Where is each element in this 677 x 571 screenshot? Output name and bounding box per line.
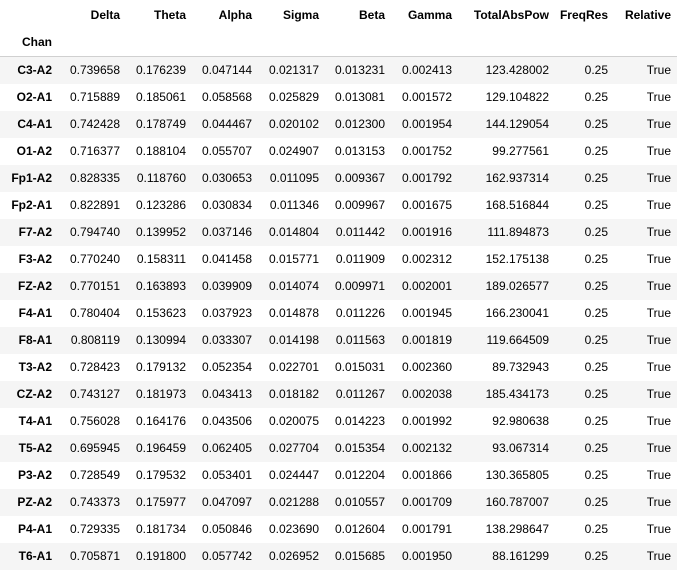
- table-cell: 0.001992: [401, 414, 452, 428]
- row-index-label: T4-A1: [18, 414, 52, 428]
- table-row: [0, 462, 677, 489]
- row-index-label: T5-A2: [18, 441, 52, 455]
- table-cell: 0.743373: [69, 495, 120, 509]
- table-cell: True: [646, 252, 671, 266]
- table-row: [0, 327, 677, 354]
- table-cell: 0.705871: [69, 549, 120, 563]
- table-cell: 0.025829: [268, 90, 319, 104]
- table-cell: 138.298647: [485, 522, 549, 536]
- table-cell: 0.139952: [135, 225, 186, 239]
- table-cell: 0.770240: [69, 252, 120, 266]
- table-cell: 0.25: [584, 279, 608, 293]
- table-cell: 0.002360: [401, 360, 452, 374]
- table-cell: 0.037146: [201, 225, 252, 239]
- table-cell: 0.25: [584, 63, 608, 77]
- table-cell: 0.25: [584, 495, 608, 509]
- table-cell: 0.728549: [69, 468, 120, 482]
- table-cell: 0.014223: [334, 414, 385, 428]
- table-cell: 0.057742: [201, 549, 252, 563]
- table-cell: 0.185061: [135, 90, 186, 104]
- table-cell: 0.001791: [401, 522, 452, 536]
- table-cell: 0.716377: [69, 144, 120, 158]
- table-cell: 162.937314: [485, 171, 549, 185]
- row-index-label: CZ-A2: [16, 387, 52, 401]
- table-cell: 0.25: [584, 387, 608, 401]
- table-cell: 0.164176: [135, 414, 186, 428]
- table-cell: 0.012604: [334, 522, 385, 536]
- table-cell: 0.015771: [268, 252, 319, 266]
- table-row: [0, 246, 677, 273]
- table-cell: 0.770151: [69, 279, 120, 293]
- empty-header-cell: [258, 29, 325, 57]
- table-cell: True: [646, 225, 671, 239]
- empty-header-cell: [614, 29, 677, 57]
- table-cell: True: [646, 549, 671, 563]
- table-cell: 0.022701: [268, 360, 319, 374]
- row-index-label: T6-A1: [18, 549, 52, 563]
- table-cell: 0.123286: [135, 198, 186, 212]
- table-cell: 0.25: [584, 414, 608, 428]
- table-cell: 0.014804: [268, 225, 319, 239]
- table-cell: True: [646, 279, 671, 293]
- table-cell: True: [646, 90, 671, 104]
- table-cell: 0.011095: [269, 171, 319, 185]
- table-cell: 0.053401: [201, 468, 252, 482]
- table-row: [0, 111, 677, 138]
- row-index-label: P4-A1: [17, 522, 52, 536]
- table-cell: 0.037923: [201, 306, 252, 320]
- table-cell: 93.067314: [492, 441, 549, 455]
- table-cell: 88.161299: [492, 549, 549, 563]
- table-cell: 0.163893: [135, 279, 186, 293]
- table-cell: 0.047097: [201, 495, 252, 509]
- table-cell: 152.175138: [485, 252, 549, 266]
- table-cell: 0.728423: [69, 360, 120, 374]
- table-cell: 0.001819: [401, 333, 452, 347]
- empty-header-cell: [555, 29, 614, 57]
- table-cell: 0.009967: [334, 198, 385, 212]
- table-cell: 0.047144: [201, 63, 252, 77]
- table-cell: 166.230041: [485, 306, 549, 320]
- table-cell: 0.012300: [334, 117, 385, 131]
- table-cell: 0.009971: [334, 279, 385, 293]
- column-header: TotalAbsPow: [473, 8, 549, 22]
- table-cell: 189.026577: [485, 279, 549, 293]
- table-cell: True: [646, 360, 671, 374]
- table-row: [0, 381, 677, 408]
- table-cell: 0.021317: [268, 63, 319, 77]
- empty-header-cell: [325, 29, 391, 57]
- table-cell: 0.794740: [69, 225, 120, 239]
- row-index-label: T3-A2: [18, 360, 52, 374]
- index-header-row: [0, 29, 677, 57]
- table-cell: True: [646, 63, 671, 77]
- table-row: [0, 516, 677, 543]
- table-cell: 0.011267: [335, 387, 385, 401]
- table-cell: 0.002132: [401, 441, 452, 455]
- table-cell: 0.729335: [69, 522, 120, 536]
- table-cell: 0.001572: [401, 90, 452, 104]
- table-cell: 0.050846: [201, 522, 252, 536]
- column-header: Delta: [90, 8, 120, 22]
- table-cell: 0.014198: [268, 333, 319, 347]
- table-cell: 0.013081: [334, 90, 385, 104]
- table-cell: 119.664509: [486, 333, 549, 347]
- table-body: [0, 57, 677, 571]
- table-cell: 0.009367: [334, 171, 385, 185]
- table-cell: 0.027704: [268, 441, 319, 455]
- table-cell: 0.179532: [135, 468, 186, 482]
- table-cell: 0.25: [584, 171, 608, 185]
- table-cell: 0.011346: [269, 198, 319, 212]
- table-cell: 0.25: [584, 522, 608, 536]
- table-cell: True: [646, 117, 671, 131]
- table-cell: 185.434173: [485, 387, 549, 401]
- table-row: [0, 408, 677, 435]
- table-cell: 0.013153: [334, 144, 385, 158]
- table-cell: 92.980638: [492, 414, 549, 428]
- table-cell: 0.030653: [201, 171, 252, 185]
- column-header: Theta: [153, 8, 186, 22]
- row-index-label: F8-A1: [18, 333, 52, 347]
- table-cell: 0.011563: [335, 333, 385, 347]
- table-cell: 0.25: [584, 549, 608, 563]
- table-cell: 0.001709: [401, 495, 452, 509]
- table-cell: 0.175977: [135, 495, 186, 509]
- table-cell: 0.188104: [135, 144, 186, 158]
- table-row: [0, 543, 677, 570]
- table-cell: 0.020075: [268, 414, 319, 428]
- empty-header-cell: [391, 29, 458, 57]
- row-index-label: F7-A2: [18, 225, 52, 239]
- table-cell: 0.044467: [201, 117, 252, 131]
- column-header: Relative: [624, 8, 671, 22]
- row-index-label: FZ-A2: [18, 279, 52, 293]
- table-cell: 0.030834: [201, 198, 252, 212]
- table-cell: 0.191800: [135, 549, 186, 563]
- table-cell: 0.742428: [69, 117, 120, 131]
- table-cell: 0.179132: [135, 360, 186, 374]
- table-cell: 123.428002: [485, 63, 549, 77]
- table-cell: True: [646, 333, 671, 347]
- table-cell: True: [646, 414, 671, 428]
- table-cell: 144.129054: [485, 117, 549, 131]
- table-cell: 0.018182: [268, 387, 319, 401]
- table-cell: 0.25: [584, 198, 608, 212]
- table-cell: 0.010557: [334, 495, 385, 509]
- table-cell: 0.015354: [334, 441, 385, 455]
- table-cell: 0.25: [584, 333, 608, 347]
- row-index-label: C3-A2: [17, 63, 52, 77]
- table-cell: True: [646, 522, 671, 536]
- table-row: [0, 435, 677, 462]
- table-cell: 0.822891: [69, 198, 120, 212]
- table-cell: 0.015685: [334, 549, 385, 563]
- table-cell: 99.277561: [492, 144, 549, 158]
- table-cell: 0.130994: [135, 333, 186, 347]
- table-cell: 0.052354: [201, 360, 252, 374]
- table-cell: 168.516844: [485, 198, 549, 212]
- table-row: [0, 138, 677, 165]
- table-row: [0, 219, 677, 246]
- table-cell: 0.011909: [335, 252, 385, 266]
- row-index-label: O1-A2: [16, 144, 52, 158]
- table-cell: 0.062405: [201, 441, 252, 455]
- table-cell: 0.176239: [135, 63, 186, 77]
- table-cell: 0.756028: [69, 414, 120, 428]
- table-cell: 0.055707: [201, 144, 252, 158]
- table-cell: 0.001954: [401, 117, 452, 131]
- table-cell: 0.828335: [69, 171, 120, 185]
- table-cell: 0.023690: [268, 522, 319, 536]
- table-cell: 0.25: [584, 252, 608, 266]
- table-cell: 0.001950: [401, 549, 452, 563]
- table-cell: 0.021288: [268, 495, 319, 509]
- row-index-label: F3-A2: [18, 252, 52, 266]
- column-header: Alpha: [218, 8, 252, 22]
- table-cell: 0.153623: [135, 306, 186, 320]
- table-cell: 0.780404: [69, 306, 120, 320]
- table-cell: True: [646, 441, 671, 455]
- table-cell: 0.001916: [401, 225, 452, 239]
- table-cell: 0.001866: [401, 468, 452, 482]
- table-cell: 0.014074: [268, 279, 319, 293]
- table-row: [0, 354, 677, 381]
- table-cell: 89.732943: [492, 360, 549, 374]
- table-cell: 0.001792: [401, 171, 452, 185]
- table-cell: 0.001945: [401, 306, 452, 320]
- table-cell: 0.25: [584, 441, 608, 455]
- table-cell: 0.024907: [268, 144, 319, 158]
- table-cell: 0.015031: [334, 360, 385, 374]
- column-header: FreqRes: [559, 8, 608, 22]
- empty-header-cell: [192, 29, 258, 57]
- row-index-label: Fp1-A2: [11, 171, 52, 185]
- table-cell: 0.043413: [201, 387, 252, 401]
- table-cell: 0.158311: [136, 252, 186, 266]
- table-cell: 111.894873: [487, 225, 549, 239]
- table-cell: True: [646, 495, 671, 509]
- column-header-row: [0, 1, 677, 29]
- table-cell: 0.026952: [268, 549, 319, 563]
- empty-header-cell: [458, 29, 555, 57]
- table-cell: 0.25: [584, 468, 608, 482]
- corner-header-cell: [0, 1, 58, 29]
- table-cell: 129.104822: [485, 90, 549, 104]
- empty-header-cell: [126, 29, 192, 57]
- row-index-label: F4-A1: [18, 306, 52, 320]
- table-cell: 0.196459: [135, 441, 186, 455]
- table-cell: 0.178749: [135, 117, 186, 131]
- table-cell: True: [646, 198, 671, 212]
- row-index-label: PZ-A2: [17, 495, 52, 509]
- table-cell: True: [646, 306, 671, 320]
- table-cell: 0.041458: [201, 252, 252, 266]
- table-cell: True: [646, 171, 671, 185]
- table-cell: 0.118760: [136, 171, 186, 185]
- table-cell: 0.058568: [201, 90, 252, 104]
- table-cell: True: [646, 387, 671, 401]
- table-row: [0, 84, 677, 111]
- table-cell: 0.011442: [335, 225, 385, 239]
- table-cell: 0.039909: [201, 279, 252, 293]
- table-cell: 0.808119: [70, 333, 120, 347]
- table-cell: 160.787007: [485, 495, 549, 509]
- table-cell: 0.695945: [69, 441, 120, 455]
- index-name-header: Chan: [0, 29, 58, 57]
- table-cell: 0.002001: [401, 279, 452, 293]
- column-header: Sigma: [282, 8, 319, 22]
- table-row: [0, 300, 677, 327]
- row-index-label: O2-A1: [16, 90, 52, 104]
- table-cell: 0.033307: [201, 333, 252, 347]
- table-cell: 0.715889: [69, 90, 120, 104]
- table-cell: True: [646, 144, 671, 158]
- table-cell: 0.181973: [135, 387, 186, 401]
- table-cell: 0.024447: [268, 468, 319, 482]
- table-row: [0, 165, 677, 192]
- table-cell: 0.739658: [69, 63, 120, 77]
- table-cell: 0.012204: [334, 468, 385, 482]
- table-cell: 0.743127: [69, 387, 120, 401]
- table-row: [0, 489, 677, 516]
- row-index-label: Fp2-A1: [11, 198, 52, 212]
- row-index-label: C4-A1: [17, 117, 52, 131]
- table-cell: 0.001675: [401, 198, 452, 212]
- table-cell: True: [646, 468, 671, 482]
- table-cell: 0.043506: [201, 414, 252, 428]
- table-cell: 130.365805: [485, 468, 549, 482]
- column-header: Gamma: [407, 8, 452, 22]
- table-cell: 0.181734: [135, 522, 186, 536]
- table-cell: 0.002038: [401, 387, 452, 401]
- column-header: Beta: [358, 8, 385, 22]
- table-cell: 0.25: [584, 306, 608, 320]
- table-row: [0, 273, 677, 300]
- row-index-label: P3-A2: [17, 468, 52, 482]
- table-cell: 0.25: [584, 360, 608, 374]
- table-cell: 0.020102: [268, 117, 319, 131]
- table-cell: 0.013231: [334, 63, 385, 77]
- table-cell: 0.25: [584, 90, 608, 104]
- table-cell: 0.002312: [401, 252, 452, 266]
- table-cell: 0.001752: [401, 144, 452, 158]
- table-cell: 0.25: [584, 144, 608, 158]
- table-row: [0, 57, 677, 85]
- table-cell: 0.002413: [401, 63, 452, 77]
- table-row: [0, 192, 677, 219]
- table-cell: 0.011226: [335, 306, 385, 320]
- empty-header-cell: [58, 29, 126, 57]
- table-cell: 0.014878: [268, 306, 319, 320]
- table-cell: 0.25: [584, 225, 608, 239]
- dataframe-table: [0, 1, 677, 570]
- table-cell: 0.25: [584, 117, 608, 131]
